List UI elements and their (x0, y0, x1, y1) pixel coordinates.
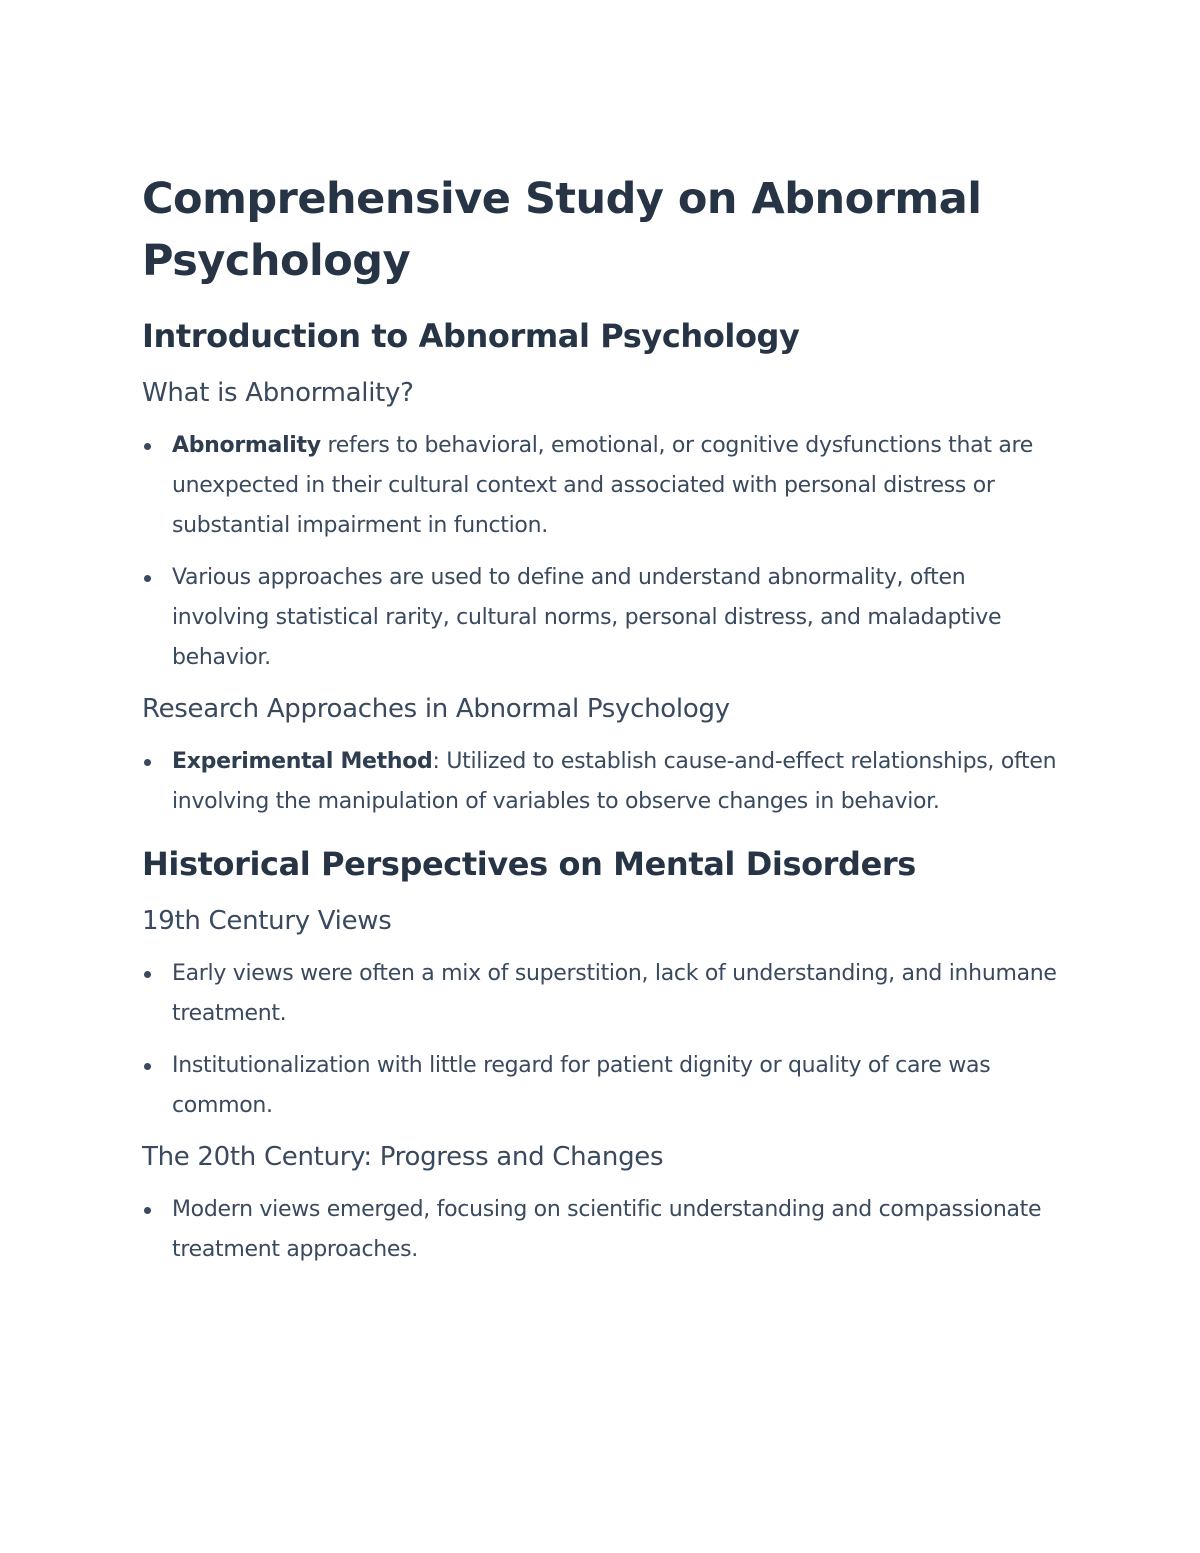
bold-term: Abnormality (172, 433, 321, 458)
list-item (142, 1190, 1062, 1270)
list-item-text: Various approaches are used to define and understand abnormality, often involving statistical rarity, cultural norms, personal distress, and maladaptive behavior. (172, 565, 1002, 670)
list-item (142, 954, 1062, 1034)
document-page (142, 168, 1062, 1282)
list-item-text: : Utilized to establish cause-and-effect relationships, often involving the manipulation of variables to observe changes in behavior. (172, 749, 1057, 814)
list-item (142, 742, 1062, 822)
section-heading-historical-perspectives: Historical Perspectives on Mental Disorders (142, 845, 916, 883)
subsection-heading-what-is-abnormality: What is Abnormality? (142, 378, 414, 408)
list-item (142, 558, 1062, 678)
document-title: Comprehensive Study on Abnormal Psychology (142, 174, 982, 286)
list-item-text: Early views were often a mix of superstition, lack of understanding, and inhumane treatment. (172, 961, 1057, 1026)
bold-term: Experimental Method (172, 749, 433, 774)
subsection-heading-19th-century: 19th Century Views (142, 906, 392, 936)
list-item (142, 1046, 1062, 1126)
bullet-list (142, 742, 1062, 822)
bullet-list (142, 426, 1062, 678)
list-item-text: Institutionalization with little regard for patient dignity or quality of care was common. (172, 1053, 991, 1118)
bullet-list (142, 1190, 1062, 1270)
subsection-heading-20th-century: The 20th Century: Progress and Changes (142, 1142, 664, 1172)
bullet-list (142, 954, 1062, 1126)
list-item-text: Modern views emerged, focusing on scientific understanding and compassionate treatment approaches. (172, 1197, 1042, 1262)
list-item (142, 426, 1062, 546)
section-heading-introduction: Introduction to Abnormal Psychology (142, 317, 800, 355)
list-item-text: refers to behavioral, emotional, or cognitive dysfunctions that are unexpected in their cultural context and associated with personal distress or substantial impairment in function. (172, 433, 1034, 538)
subsection-heading-research-approaches: Research Approaches in Abnormal Psychology (142, 694, 730, 724)
